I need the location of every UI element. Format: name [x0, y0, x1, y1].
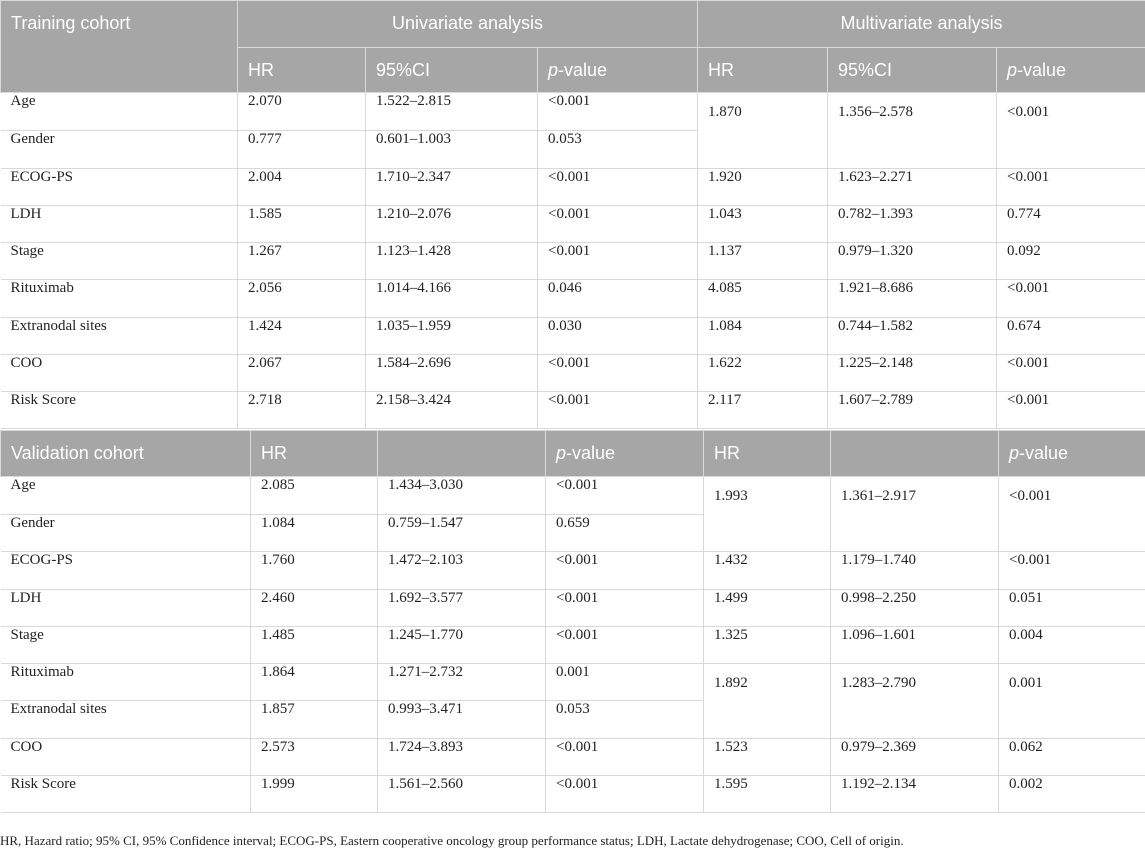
uni-hr: 1.999 — [251, 776, 378, 813]
multi-ci: 1.921–8.686 — [828, 280, 997, 318]
table-row — [1, 392, 1145, 429]
table-footnote: HR, Hazard ratio; 95% CI, 95% Confidence interval; ECOG-PS, Eastern cooperative oncology group performance status; LDH, Lactate dehydrogenase; COO, Cell of origin. — [0, 833, 904, 848]
row-label: Risk Score — [1, 776, 251, 813]
table-row — [1, 206, 1145, 243]
uni-p: <0.001 — [546, 627, 704, 664]
multi-p: <0.001 — [999, 477, 1145, 552]
multi-hr: 1.622 — [698, 355, 828, 392]
multi-hr: 1.993 — [704, 477, 831, 552]
multi-p: 0.001 — [999, 664, 1145, 739]
multi-ci: 0.979–2.369 — [831, 739, 999, 776]
uni-ci: 1.522–2.815 — [366, 93, 538, 131]
multi-hr: 2.117 — [698, 392, 828, 429]
table-row — [1, 664, 1145, 701]
multi-hr: 1.595 — [704, 776, 831, 813]
multi-p: 0.051 — [999, 590, 1145, 627]
table-row — [1, 627, 1145, 664]
table-row — [1, 169, 1145, 206]
table-row — [1, 552, 1145, 590]
col-multi-hr: HR — [698, 48, 828, 93]
col-uni-p: p-value — [538, 48, 698, 93]
row-label: Age — [1, 93, 238, 131]
multi-p: 0.674 — [997, 318, 1145, 355]
multivariate-header: Multivariate analysis — [698, 1, 1145, 48]
table-row — [1, 355, 1145, 392]
row-label: Gender — [1, 515, 251, 552]
col-uni-ci — [378, 431, 546, 477]
multi-hr: 1.499 — [704, 590, 831, 627]
uni-hr: 0.777 — [238, 131, 366, 169]
multi-ci: 0.744–1.582 — [828, 318, 997, 355]
row-label: Extranodal sites — [1, 701, 251, 739]
uni-hr: 1.585 — [238, 206, 366, 243]
uni-ci: 1.724–3.893 — [378, 739, 546, 776]
uni-p: <0.001 — [538, 355, 698, 392]
uni-ci: 1.210–2.076 — [366, 206, 538, 243]
multi-ci: 0.782–1.393 — [828, 206, 997, 243]
uni-p: <0.001 — [538, 93, 698, 131]
uni-ci: 1.014–4.166 — [366, 280, 538, 318]
multi-ci: 0.998–2.250 — [831, 590, 999, 627]
table-row — [1, 739, 1145, 776]
row-label: Gender — [1, 131, 238, 169]
uni-p: <0.001 — [538, 206, 698, 243]
uni-ci: 1.584–2.696 — [366, 355, 538, 392]
table-row — [1, 477, 1145, 515]
uni-hr: 2.056 — [238, 280, 366, 318]
row-label: COO — [1, 739, 251, 776]
multi-hr: 1.870 — [698, 93, 828, 169]
col-uni-p: p-value — [546, 431, 704, 477]
col-multi-ci: 95%CI — [828, 48, 997, 93]
col-multi-hr: HR — [704, 431, 831, 477]
table-row — [1, 590, 1145, 627]
multi-p: 0.002 — [999, 776, 1145, 813]
row-label: Stage — [1, 627, 251, 664]
multi-ci: 0.979–1.320 — [828, 243, 997, 280]
uni-p: 0.053 — [538, 131, 698, 169]
row-label: COO — [1, 355, 238, 392]
multi-hr: 1.523 — [704, 739, 831, 776]
uni-hr: 1.424 — [238, 318, 366, 355]
multi-ci: 1.607–2.789 — [828, 392, 997, 429]
uni-ci: 1.472–2.103 — [378, 552, 546, 590]
uni-p: 0.001 — [546, 664, 704, 701]
multi-hr: 1.892 — [704, 664, 831, 739]
multi-hr: 1.084 — [698, 318, 828, 355]
uni-ci: 1.035–1.959 — [366, 318, 538, 355]
row-label: Risk Score — [1, 392, 238, 429]
multi-ci: 1.225–2.148 — [828, 355, 997, 392]
uni-ci: 0.759–1.547 — [378, 515, 546, 552]
uni-ci: 1.271–2.732 — [378, 664, 546, 701]
multi-p: <0.001 — [999, 552, 1145, 590]
multi-p: <0.001 — [997, 392, 1145, 429]
uni-hr: 1.084 — [251, 515, 378, 552]
row-label: Stage — [1, 243, 238, 280]
uni-hr: 2.004 — [238, 169, 366, 206]
uni-p: <0.001 — [546, 739, 704, 776]
table-row — [1, 776, 1145, 813]
multi-ci: 1.623–2.271 — [828, 169, 997, 206]
validation-cohort-header: Validation cohort — [1, 431, 251, 477]
multi-hr: 1.043 — [698, 206, 828, 243]
uni-p: <0.001 — [546, 552, 704, 590]
uni-ci: 0.993–3.471 — [378, 701, 546, 739]
uni-p: 0.046 — [538, 280, 698, 318]
uni-hr: 2.070 — [238, 93, 366, 131]
multi-ci: 1.096–1.601 — [831, 627, 999, 664]
uni-ci: 1.123–1.428 — [366, 243, 538, 280]
uni-hr: 2.573 — [251, 739, 378, 776]
table-row — [1, 93, 1145, 131]
uni-p: <0.001 — [538, 243, 698, 280]
uni-ci: 2.158–3.424 — [366, 392, 538, 429]
multi-hr: 1.432 — [704, 552, 831, 590]
multi-ci: 1.179–1.740 — [831, 552, 999, 590]
multi-hr: 1.920 — [698, 169, 828, 206]
row-label: Age — [1, 477, 251, 515]
row-label: ECOG-PS — [1, 552, 251, 590]
uni-ci: 0.601–1.003 — [366, 131, 538, 169]
uni-p: <0.001 — [546, 590, 704, 627]
table-row — [1, 243, 1145, 280]
uni-ci: 1.710–2.347 — [366, 169, 538, 206]
uni-p: 0.053 — [546, 701, 704, 739]
uni-ci: 1.434–3.030 — [378, 477, 546, 515]
uni-p: <0.001 — [546, 776, 704, 813]
row-label: Rituximab — [1, 280, 238, 318]
uni-hr: 2.067 — [238, 355, 366, 392]
uni-hr: 1.760 — [251, 552, 378, 590]
multi-hr: 1.137 — [698, 243, 828, 280]
uni-p: <0.001 — [538, 169, 698, 206]
training-cohort-header: Training cohort — [1, 1, 238, 93]
table-row — [1, 280, 1145, 318]
col-multi-p: p-value — [999, 431, 1145, 477]
row-label: Rituximab — [1, 664, 251, 701]
multi-ci: 1.356–2.578 — [828, 93, 997, 169]
uni-ci: 1.561–2.560 — [378, 776, 546, 813]
table-row — [1, 318, 1145, 355]
uni-hr: 2.718 — [238, 392, 366, 429]
col-multi-p: p-value — [997, 48, 1145, 93]
multi-ci: 1.361–2.917 — [831, 477, 999, 552]
multi-p: 0.062 — [999, 739, 1145, 776]
uni-ci: 1.692–3.577 — [378, 590, 546, 627]
univariate-header: Univariate analysis — [238, 1, 698, 48]
row-label: Extranodal sites — [1, 318, 238, 355]
col-multi-ci — [831, 431, 999, 477]
multi-p: 0.092 — [997, 243, 1145, 280]
uni-hr: 1.485 — [251, 627, 378, 664]
validation-cohort-table — [0, 430, 1145, 813]
uni-ci: 1.245–1.770 — [378, 627, 546, 664]
uni-hr: 1.857 — [251, 701, 378, 739]
multi-hr: 4.085 — [698, 280, 828, 318]
col-uni-ci: 95%CI — [366, 48, 538, 93]
multi-p: 0.004 — [999, 627, 1145, 664]
col-uni-hr: HR — [238, 48, 366, 93]
multi-ci: 1.192–2.134 — [831, 776, 999, 813]
uni-p: <0.001 — [546, 477, 704, 515]
uni-hr: 1.864 — [251, 664, 378, 701]
multi-p: <0.001 — [997, 355, 1145, 392]
row-label: LDH — [1, 206, 238, 243]
uni-hr: 1.267 — [238, 243, 366, 280]
multi-ci: 1.283–2.790 — [831, 664, 999, 739]
col-uni-hr: HR — [251, 431, 378, 477]
multi-p: <0.001 — [997, 280, 1145, 318]
multi-p: 0.774 — [997, 206, 1145, 243]
uni-p: 0.030 — [538, 318, 698, 355]
uni-hr: 2.460 — [251, 590, 378, 627]
row-label: LDH — [1, 590, 251, 627]
row-label: ECOG-PS — [1, 169, 238, 206]
multi-hr: 1.325 — [704, 627, 831, 664]
uni-hr: 2.085 — [251, 477, 378, 515]
uni-p: 0.659 — [546, 515, 704, 552]
multi-p: <0.001 — [997, 169, 1145, 206]
multi-p: <0.001 — [997, 93, 1145, 169]
uni-p: <0.001 — [538, 392, 698, 429]
